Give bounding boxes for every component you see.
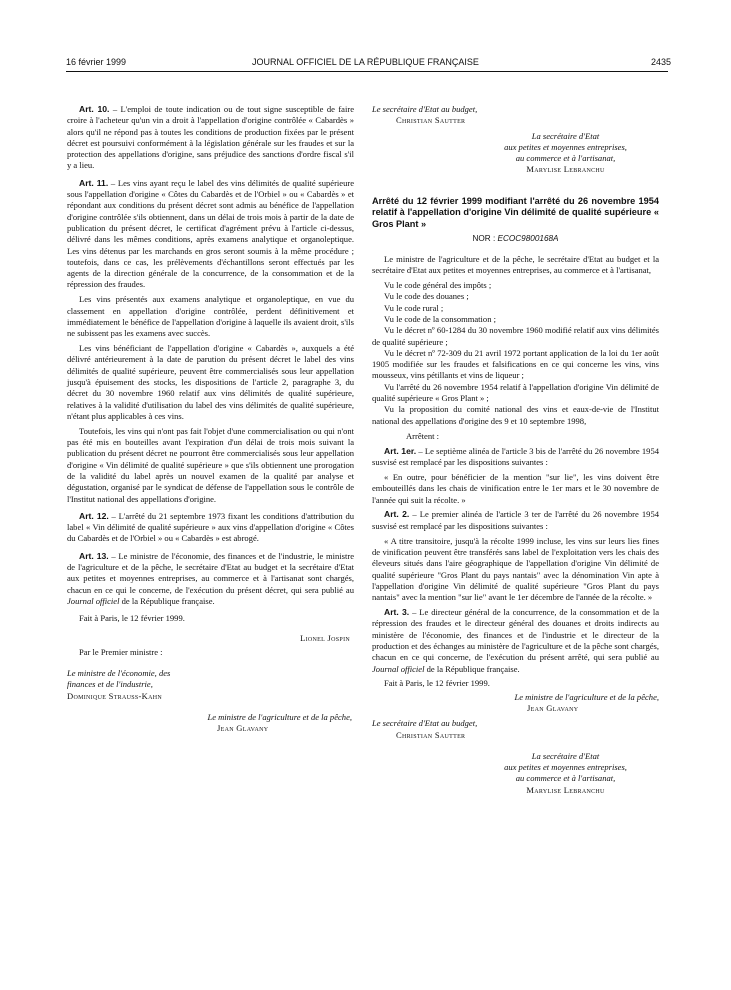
vu-6: Vu le décret nº 72-309 du 21 avril 1972 portant application de la loi du 1er août 1905 modifiée sur les fraudes et falsifications en ce qui concerne les vins, vins mousseux, vins pétillants et vins de liqueur ; — [372, 347, 659, 381]
agri-minister-title-2: Le ministre de l'agriculture et de la pêche, — [514, 691, 659, 702]
par-le-premier-ministre: Par le Premier ministre : — [79, 646, 163, 657]
article-3-text-end: de la République française. — [426, 663, 520, 674]
article-11-paragraph-a: Les vins présentés aux examens analytique et organoleptique, en vue du classement en appellation d'origine contrôlée, perdent définitivement et immédiatement le bénéfice de l'appellation d'origine à laquelle ils avaient droit, s'ils ne subissent pas les examens avec succès. — [67, 294, 354, 339]
article-12 — [67, 511, 354, 545]
pme2-title-3: au commerce et à l'artisanat, — [515, 773, 616, 784]
fait-a-paris-2: Fait à Paris, le 12 février 1999. — [384, 678, 490, 689]
article-11-paragraph-c: Toutefois, les vins qui n'ont pas fait l'objet d'une commercialisation ou qui n'ont pas été mis en bouteilles avant l'expiration d'un délai de trois mois suivant la publication du présent décret ne pourront être commercialisés sous leur appellation d'origine « Vin délimité de qualité supérieure » que s'ils obtiennent une prorogation de la validité du label après un nouvel examen de la qualité par analyse et dégustation, organisé par le syndicat de défense de l'appellation sous le contrôle de l'Institut national des appellations d'origine. — [67, 425, 354, 504]
arretent: Arrêtent : — [406, 430, 439, 441]
article-11 — [67, 178, 354, 291]
article-3-label: Art. 3. — [384, 607, 410, 618]
header-journal-title: JOURNAL OFFICIEL DE LA RÉPUBLIQUE FRANÇAISE — [252, 57, 479, 67]
vu-7: Vu l'arrêté du 26 novembre 1954 relatif à l'appellation d'origine Vin délimité de qualité supérieure « Gros Plant » ; — [372, 381, 659, 404]
article-13 — [67, 551, 354, 607]
article-3-text: – Le directeur général de la concurrence, de la consommation et de la répression des fraudes et le directeur général des douanes et droits indirects au ministère de l'économie, des finances et de l'industrie et le directeur de la production et des échanges au ministère de l'agriculture et de la pêche sont chargés, chacun en ce qui concerne, de l'exécution du présent arrêté, qui sera publié au — [372, 607, 659, 663]
article-2-label: Art. 2. — [384, 509, 410, 520]
arrete-title: Arrêté du 12 février 1999 modifiant l'arrêté du 26 novembre 1954 relatif à l'appellation d'origine Vin délimité de qualité supérieure « Gros Plant » — [372, 195, 659, 229]
article-1 — [372, 446, 659, 469]
agri-minister-title: Le ministre de l'agriculture et de la pêche, — [207, 712, 352, 723]
agri-minister-name: Jean Glavany — [217, 723, 269, 734]
right-column — [372, 104, 659, 796]
header-page-number: 2435 — [650, 57, 671, 67]
left-column — [67, 104, 354, 735]
article-2-quote: « A titre transitoire, jusqu'à la récolte 1999 incluse, les vins sur leurs lies fines de vinification peuvent être transférés sans label de l'exploitation vers les chais des éleveurs situés dans l'aire géographique de l'appellation d'origine Vin délimité de qualité supérieure "Gros Plant du pays nantais" avec la dénomination Vin apte à l'appellation d'origine Vin délimité de qualité supérieure "Gros Plant du pays nantais" avec la mention "sur lie" avant le 1er décembre de l'année de la récolte. » — [372, 535, 659, 603]
agri-minister-name-2: Jean Glavany — [527, 703, 579, 713]
pme-secretary-block — [372, 131, 659, 176]
article-13-text-end: de la République française. — [121, 595, 215, 606]
nor-reference: NOR : ECOC9800168A — [472, 233, 559, 243]
pme-title-1: La secrétaire d'Etat — [531, 130, 600, 141]
article-10-text: – L'emploi de toute indication ou de tout signe susceptible de faire croire à l'acheteur qu'un vin a droit à l'appellation d'origine contrôlée « Cabardès » alors qu'il ne répond pas à toutes les conditions de production fixées par le présent décret est poursuivi conformément à la législation générale sur les fraudes et sur la protection des appellations d'origine, sans préjudice des sanctions d'ordre fiscal s'il y a lieu. — [67, 104, 354, 171]
pme-name: Marylise Lebranchu — [526, 164, 605, 175]
page-header — [0, 57, 731, 71]
pme2-title-1: La secrétaire d'Etat — [531, 750, 600, 761]
article-2 — [372, 509, 659, 532]
article-13-journal: Journal officiel — [67, 595, 120, 606]
article-11-label: Art. 11. — [79, 177, 109, 188]
eco-minister-name: Dominique Strauss-Kahn — [67, 690, 163, 701]
eco-minister-title: Le ministre de l'économie, des finances et de l'industrie, — [67, 668, 171, 690]
article-3-journal: Journal officiel — [372, 663, 425, 674]
budget-secretary-title-2: Le secrétaire d'Etat au budget, — [372, 718, 478, 729]
header-rule — [66, 71, 668, 72]
article-1-quote: « En outre, pour bénéficier de la mention "sur lie", les vins doivent être embouteillés dans les chais de vinification entre le 1er mars et le 30 novembre de l'année qui suit la récolte. » — [372, 471, 659, 505]
vu-4: Vu le code de la consommation ; — [384, 313, 496, 324]
article-3 — [372, 607, 659, 675]
pme2-title-2: aux petites et moyennes entreprises, — [504, 762, 627, 773]
budget-secretary-title: Le secrétaire d'Etat au budget, — [372, 104, 478, 114]
article-10-label: Art. 10. — [79, 104, 110, 114]
pme2-name: Marylise Lebranchu — [526, 784, 605, 795]
budget-secretary-name-2: Christian Sautter — [396, 729, 466, 740]
vu-5: Vu le décret nº 60-1284 du 30 novembre 1960 modifié relatif aux vins délimités de qualité supérieure ; — [372, 325, 659, 347]
article-1-text: – Le septième alinéa de l'article 3 bis de l'arrêté du 26 novembre 1954 susvisé est remplacé par les dispositions suivantes : — [372, 445, 660, 468]
article-1-label: Art. 1er. — [384, 445, 417, 456]
article-12-label: Art. 12. — [79, 510, 109, 521]
budget-secretary-name: Christian Sautter — [396, 115, 466, 126]
vu-1: Vu le code général des impôts ; — [384, 280, 492, 291]
article-11-paragraph-b: Les vins bénéficiant de l'appellation d'origine « Cabardès », auxquels a été délivré antérieurement à la date de parution du présent décret le label des vins délimités de qualité supérieure, peuvent être commercialisés sous leur appellation jusqu'à épuisement des stocks, les dispositions de l'article 2, paragraphe 3, du décret du 30 novembre 1960 relatif aux vins délimités de qualité supérieure, relatives à la validité d'utilisation du label des vins délimités de qualité supérieure, n'étant plus applicables à ces vins. — [67, 343, 354, 421]
article-13-label: Art. 13. — [79, 550, 109, 561]
vu-8: Vu la proposition du comité national des vins et eaux-de-vie de l'Institut national des appellations d'origine des 9 et 10 septembre 1998, — [372, 404, 659, 426]
pme-secretary-block-2 — [372, 751, 659, 796]
fait-a-paris: Fait à Paris, le 12 février 1999. — [79, 613, 185, 624]
pme-title-3: au commerce et à l'artisanat, — [515, 153, 616, 164]
article-12-text: – L'arrêté du 21 septembre 1973 fixant les conditions d'attribution du label « Vin délimité de qualité supérieure » aux vins d'appellation d'origine « Côtes du Cabardès et de l'Orbiel » ou « Cabardès » est abrogé. — [67, 510, 354, 544]
article-2-text: – Le premier alinéa de l'article 3 ter de l'arrêté du 26 novembre 1954 susvisé est remplacé par les dispositions suivantes : — [372, 509, 659, 531]
article-10 — [67, 104, 354, 172]
pme-title-2: aux petites et moyennes entreprises, — [504, 141, 627, 152]
article-11-text: – Les vins ayant reçu le label des vins délimités de qualité supérieure sous l'appellation d'origine « Côtes du Cabardès et de l'Orbiel » ou « Cabardès » et répondant aux conditions du présent décret sont admis au bénéfice de l'appellation d'origine contrôlée s'ils obtiennent, dans un délai de trois mois à partir de la date de publication du présent décret, le certificat d'agrément prévu à l'article ci-dessus, délivré dans les mêmes conditions, après examens analytique et organoleptique. Les vins détenus par les marchands en gros seront soumis à la même procédure ; toutefois, dans ce cas, les prélèvements d'échantillons seront effectués par les agents de la direction générale de la concurrence, de la consommation et de la répression des fraudes. — [67, 177, 354, 290]
header-date: 16 février 1999 — [66, 57, 127, 67]
signature-premier-ministre: Lionel Jospin — [300, 632, 350, 643]
intro-paragraph: Le ministre de l'agriculture et de la pêche, le secrétaire d'Etat au budget et la secrétaire d'Etat aux petites et moyennes entreprises, au commerce et à l'artisanat, — [372, 253, 659, 276]
article-13-text: – Le ministre de l'économie, des finances et de l'industrie, le ministre de l'agriculture et de la pêche, le secrétaire d'Etat au budget et la secrétaire d'Etat aux petites et moyennes entreprises, au commerce et à l'artisanat sont chargés, chacun en ce qui le concerne, de l'exécution du présent décret, qui sera publié au — [67, 550, 354, 595]
vu-2: Vu le code des douanes ; — [384, 291, 469, 302]
vu-3: Vu le code rural ; — [384, 302, 444, 313]
